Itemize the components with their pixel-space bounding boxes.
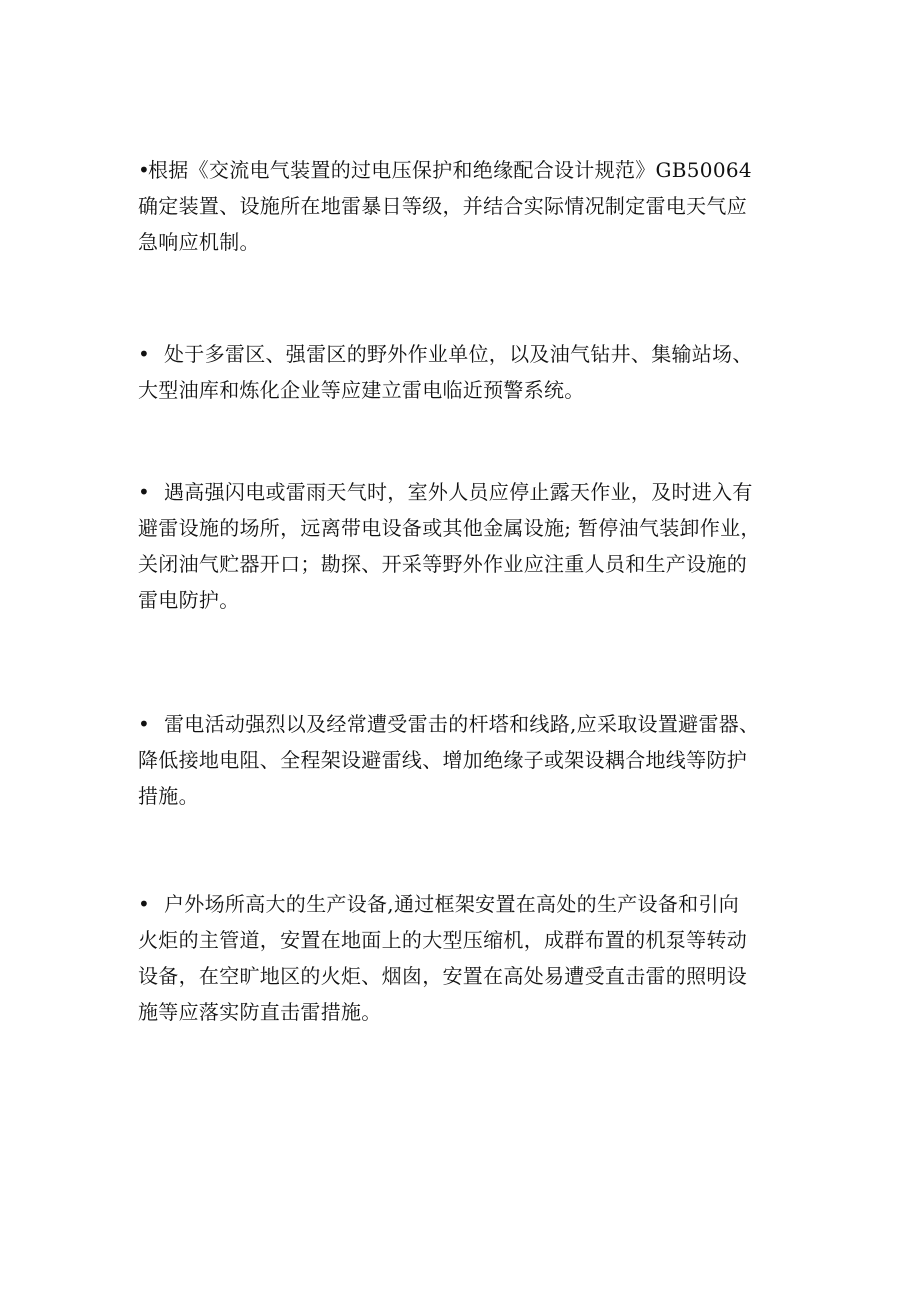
bullet-item-early-warning — [138, 336, 810, 408]
bullet-icon: • — [138, 892, 151, 916]
bullet-item-tower-protection — [138, 706, 810, 814]
text-line: 火炬的主管道，安置在地面上的大型压缩机，成群布置的机泵等转动 — [138, 928, 747, 952]
bullet-item-direct-strike — [138, 886, 810, 1030]
bullet-item-thunderstorm-actions — [138, 474, 810, 618]
bullet-icon: • — [138, 712, 151, 736]
bullet-icon: • — [138, 342, 151, 366]
text-line: 急响应机制。 — [138, 230, 260, 254]
text-line: 大型油库和炼化企业等应建立雷电临近预警系统。 — [138, 378, 585, 402]
text-line: • 处于多雷区、强雷区的野外作业单位，以及油气钻井、集输站场、 — [138, 336, 810, 372]
text-line: 措施。 — [138, 784, 199, 808]
text-line: • 雷电活动强烈以及经常遭受雷击的杆塔和线路,应采取设置避雷器、 — [138, 706, 810, 742]
text-line: •根据《交流电气装置的过电压保护和绝缘配合设计规范》GB50064 — [138, 152, 810, 188]
bullet-icon: • — [138, 480, 151, 504]
text-line: 设备，在空旷地区的火炬、烟囱，安置在高处易遭受直击雷的照明设 — [138, 964, 747, 988]
text-line: 雷电防护。 — [138, 588, 240, 612]
text-line: 避雷设施的场所，远离带电设备或其他金属设施; 暂停油气装卸作业， — [138, 516, 761, 540]
bullet-icon: • — [138, 158, 151, 182]
text-line: 施等应落实防直击雷措施。 — [138, 1000, 382, 1024]
text-line: • 户外场所高大的生产设备,通过框架安置在高处的生产设备和引向 — [138, 886, 810, 922]
bullet-item-lightning-standard — [138, 152, 810, 260]
text-line: 确定装置、设施所在地雷暴日等级，并结合实际情况制定雷电天气应 — [138, 194, 747, 218]
text-line: 降低接地电阻、全程架设避雷线、增加绝缘子或架设耦合地线等防护 — [138, 748, 747, 772]
text-line: 关闭油气贮器开口；勘探、开采等野外作业应注重人员和生产设施的 — [138, 552, 747, 576]
text-line: • 遇高强闪电或雷雨天气时，室外人员应停止露天作业，及时进入有 — [138, 474, 810, 510]
